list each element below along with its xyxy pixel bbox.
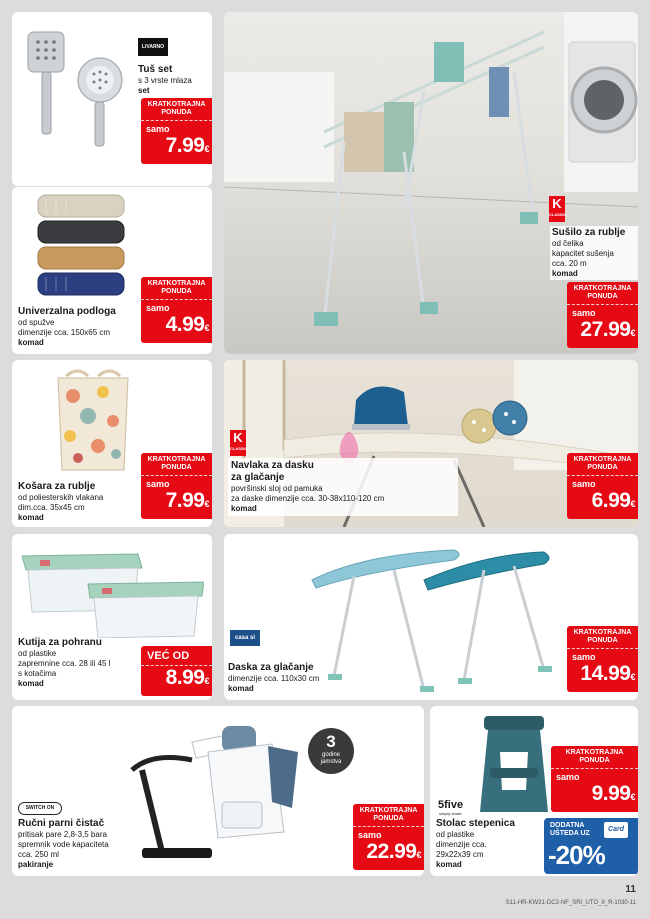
- lidl-plus-card-icon: Card: [604, 822, 628, 838]
- product-card-cistac[interactable]: [12, 706, 424, 876]
- product-title: Kutija za pohranu: [18, 637, 102, 648]
- product-unit: komad: [552, 269, 578, 278]
- price-tag: [567, 626, 638, 692]
- product-description-2: kapacitet sušenja: [552, 249, 614, 258]
- product-info: [18, 481, 103, 523]
- product-card-tus-set[interactable]: [12, 12, 212, 186]
- price-tag: [141, 277, 212, 343]
- samo-label: samo: [572, 479, 596, 489]
- brand-logo-k-classic: [230, 430, 246, 456]
- warranty-number: 3: [326, 732, 336, 751]
- product-image-laundry-basket: [48, 366, 138, 476]
- logo-k-letter: K: [233, 430, 243, 445]
- product-image-shower: [18, 22, 138, 152]
- product-description-3: 29x22x39 cm: [436, 850, 484, 859]
- vec-od-label: VEĆ OD: [141, 646, 212, 666]
- product-unit: komad: [18, 513, 44, 522]
- product-image-ironing-board: [304, 540, 554, 696]
- product-title-1: Navlaka za dasku: [231, 460, 314, 471]
- price-value: 22.99€: [366, 840, 421, 863]
- product-description-2: spremnik vode kapaciteta: [18, 840, 109, 849]
- product-info: [18, 818, 109, 870]
- price-tag: [551, 746, 638, 812]
- product-description-3: cca. 20 m: [552, 259, 587, 268]
- product-title: Košara za rublje: [18, 481, 96, 492]
- page-number: 11: [625, 884, 636, 895]
- promo-label: KRATKOTRAJNA PONUDA: [551, 746, 638, 769]
- product-unit: komad: [18, 338, 44, 347]
- product-description: s 3 vrste mlaza: [138, 76, 192, 85]
- product-image-steam-cleaner: [122, 712, 322, 872]
- samo-label: samo: [358, 830, 382, 840]
- product-description-2: dim.cca. 35x45 cm: [18, 503, 85, 512]
- promo-label: KRATKOTRAJNA PONUDA: [353, 804, 424, 827]
- product-title: Tuš set: [138, 64, 173, 75]
- logo-k-sub: CLASSIC: [549, 212, 567, 217]
- card-discount-badge: [544, 818, 638, 874]
- product-info: [228, 458, 458, 516]
- price-value: 6.99€: [591, 489, 635, 512]
- price-tag: [567, 282, 638, 348]
- product-description-2: za daske dimenzije cca. 30-38x110-120 cm: [231, 494, 385, 503]
- product-unit: pakiranje: [18, 860, 54, 869]
- product-card-navlaka[interactable]: [224, 360, 638, 527]
- product-card-kosara[interactable]: [12, 360, 212, 527]
- product-description-1: od plastike: [436, 830, 475, 839]
- price-value: 27.99€: [580, 318, 635, 341]
- promo-label: KRATKOTRAJNA PONUDA: [567, 282, 638, 305]
- product-title: Sušilo za rublje: [552, 227, 626, 238]
- promo-label: KRATKOTRAJNA PONUDA: [141, 98, 212, 121]
- product-description: dimenzije cca. 110x30 cm: [228, 674, 320, 683]
- samo-label: samo: [572, 308, 596, 318]
- product-unit: komad: [18, 679, 44, 688]
- product-info: [18, 637, 111, 689]
- product-title: Daska za glačanje: [228, 662, 314, 673]
- product-description-2: dimenzije cca. 150x65 cm: [18, 328, 111, 337]
- product-unit: komad: [228, 684, 254, 693]
- product-image-storage-box: [18, 544, 204, 638]
- product-description-1: od čelika: [552, 239, 584, 248]
- samo-label: samo: [556, 772, 580, 782]
- price-value: 8.99€: [165, 666, 209, 689]
- brand-logo-casa-si: casa si: [230, 630, 260, 646]
- product-description-3: s kotačima: [18, 669, 57, 678]
- product-unit: komad: [436, 860, 462, 869]
- logo-k-sub: CLASSIC: [230, 446, 248, 451]
- product-description-2: dimenzije cca.: [436, 840, 487, 849]
- brand-logo-switch-on: SWITCH ON: [18, 802, 62, 815]
- product-description-3: cca. 250 ml: [18, 850, 59, 859]
- product-info: [228, 662, 319, 694]
- product-description-1: površinski sloj od pamuka: [231, 484, 323, 493]
- promo-label: KRATKOTRAJNA PONUDA: [567, 453, 638, 476]
- price-tag: [141, 98, 212, 164]
- promo-label: KRATKOTRAJNA PONUDA: [567, 626, 638, 649]
- samo-label: samo: [572, 652, 596, 662]
- price-tag: [353, 804, 424, 870]
- product-description-1: pritisak pare 2,8-3,5 bara: [18, 830, 107, 839]
- warranty-badge: [308, 728, 354, 774]
- product-title-2: za glačanje: [231, 472, 285, 483]
- discount-text-2: UŠTEDA UZ: [550, 830, 590, 837]
- product-title: Ručni parni čistač: [18, 818, 105, 829]
- product-info: [550, 226, 638, 280]
- product-image-step-stool: [474, 712, 554, 816]
- samo-label: samo: [146, 124, 170, 134]
- product-title: Univerzalna podloga: [18, 306, 116, 317]
- product-card-podloga[interactable]: [12, 187, 212, 354]
- product-card-daska[interactable]: [224, 534, 638, 700]
- brand-logo-5five: 5five: [438, 799, 464, 811]
- product-card-susilo[interactable]: [224, 12, 638, 354]
- price-value: 4.99€: [165, 313, 209, 336]
- product-description-1: od plastike: [18, 649, 57, 658]
- product-info: [436, 818, 515, 870]
- warranty-text-1: godine: [321, 752, 341, 758]
- product-unit: komad: [231, 504, 257, 513]
- price-tag: [567, 453, 638, 519]
- product-description-1: od spužve: [18, 318, 55, 327]
- product-image-mats: [36, 193, 126, 301]
- price-tag: [141, 646, 212, 696]
- warranty-text-2: jamstva: [320, 759, 342, 765]
- discount-value: -20%: [548, 840, 605, 870]
- price-value: 7.99€: [165, 134, 209, 157]
- price-tag: [141, 453, 212, 519]
- brand-logo-livarno: LIVARNO: [138, 38, 168, 56]
- product-card-stolac[interactable]: [430, 706, 638, 876]
- page-code: S11-HR-KW31-DC2-NF_SRI_UTO_II_R-1030-11: [505, 900, 636, 906]
- product-card-kutija[interactable]: [12, 534, 212, 700]
- price-value: 7.99€: [165, 489, 209, 512]
- brand-logo-k-classic: [549, 196, 565, 222]
- price-value: 9.99€: [591, 782, 635, 805]
- product-title: Stolac stepenica: [436, 818, 515, 829]
- product-unit: set: [138, 86, 150, 95]
- promo-label: KRATKOTRAJNA PONUDA: [141, 453, 212, 476]
- price-value: 14.99€: [580, 662, 635, 685]
- brand-logo-5five-sub: simply smart: [439, 811, 462, 816]
- discount-text-1: DODATNA: [550, 822, 585, 829]
- samo-label: samo: [146, 303, 170, 313]
- product-description-1: od poliesterskih vlakana: [18, 493, 104, 502]
- samo-label: samo: [146, 479, 170, 489]
- promo-label: KRATKOTRAJNA PONUDA: [141, 277, 212, 300]
- product-info: [18, 306, 116, 348]
- product-description-2: zapremnine cca. 28 ili 45 l: [18, 659, 111, 668]
- logo-k-letter: K: [552, 196, 562, 211]
